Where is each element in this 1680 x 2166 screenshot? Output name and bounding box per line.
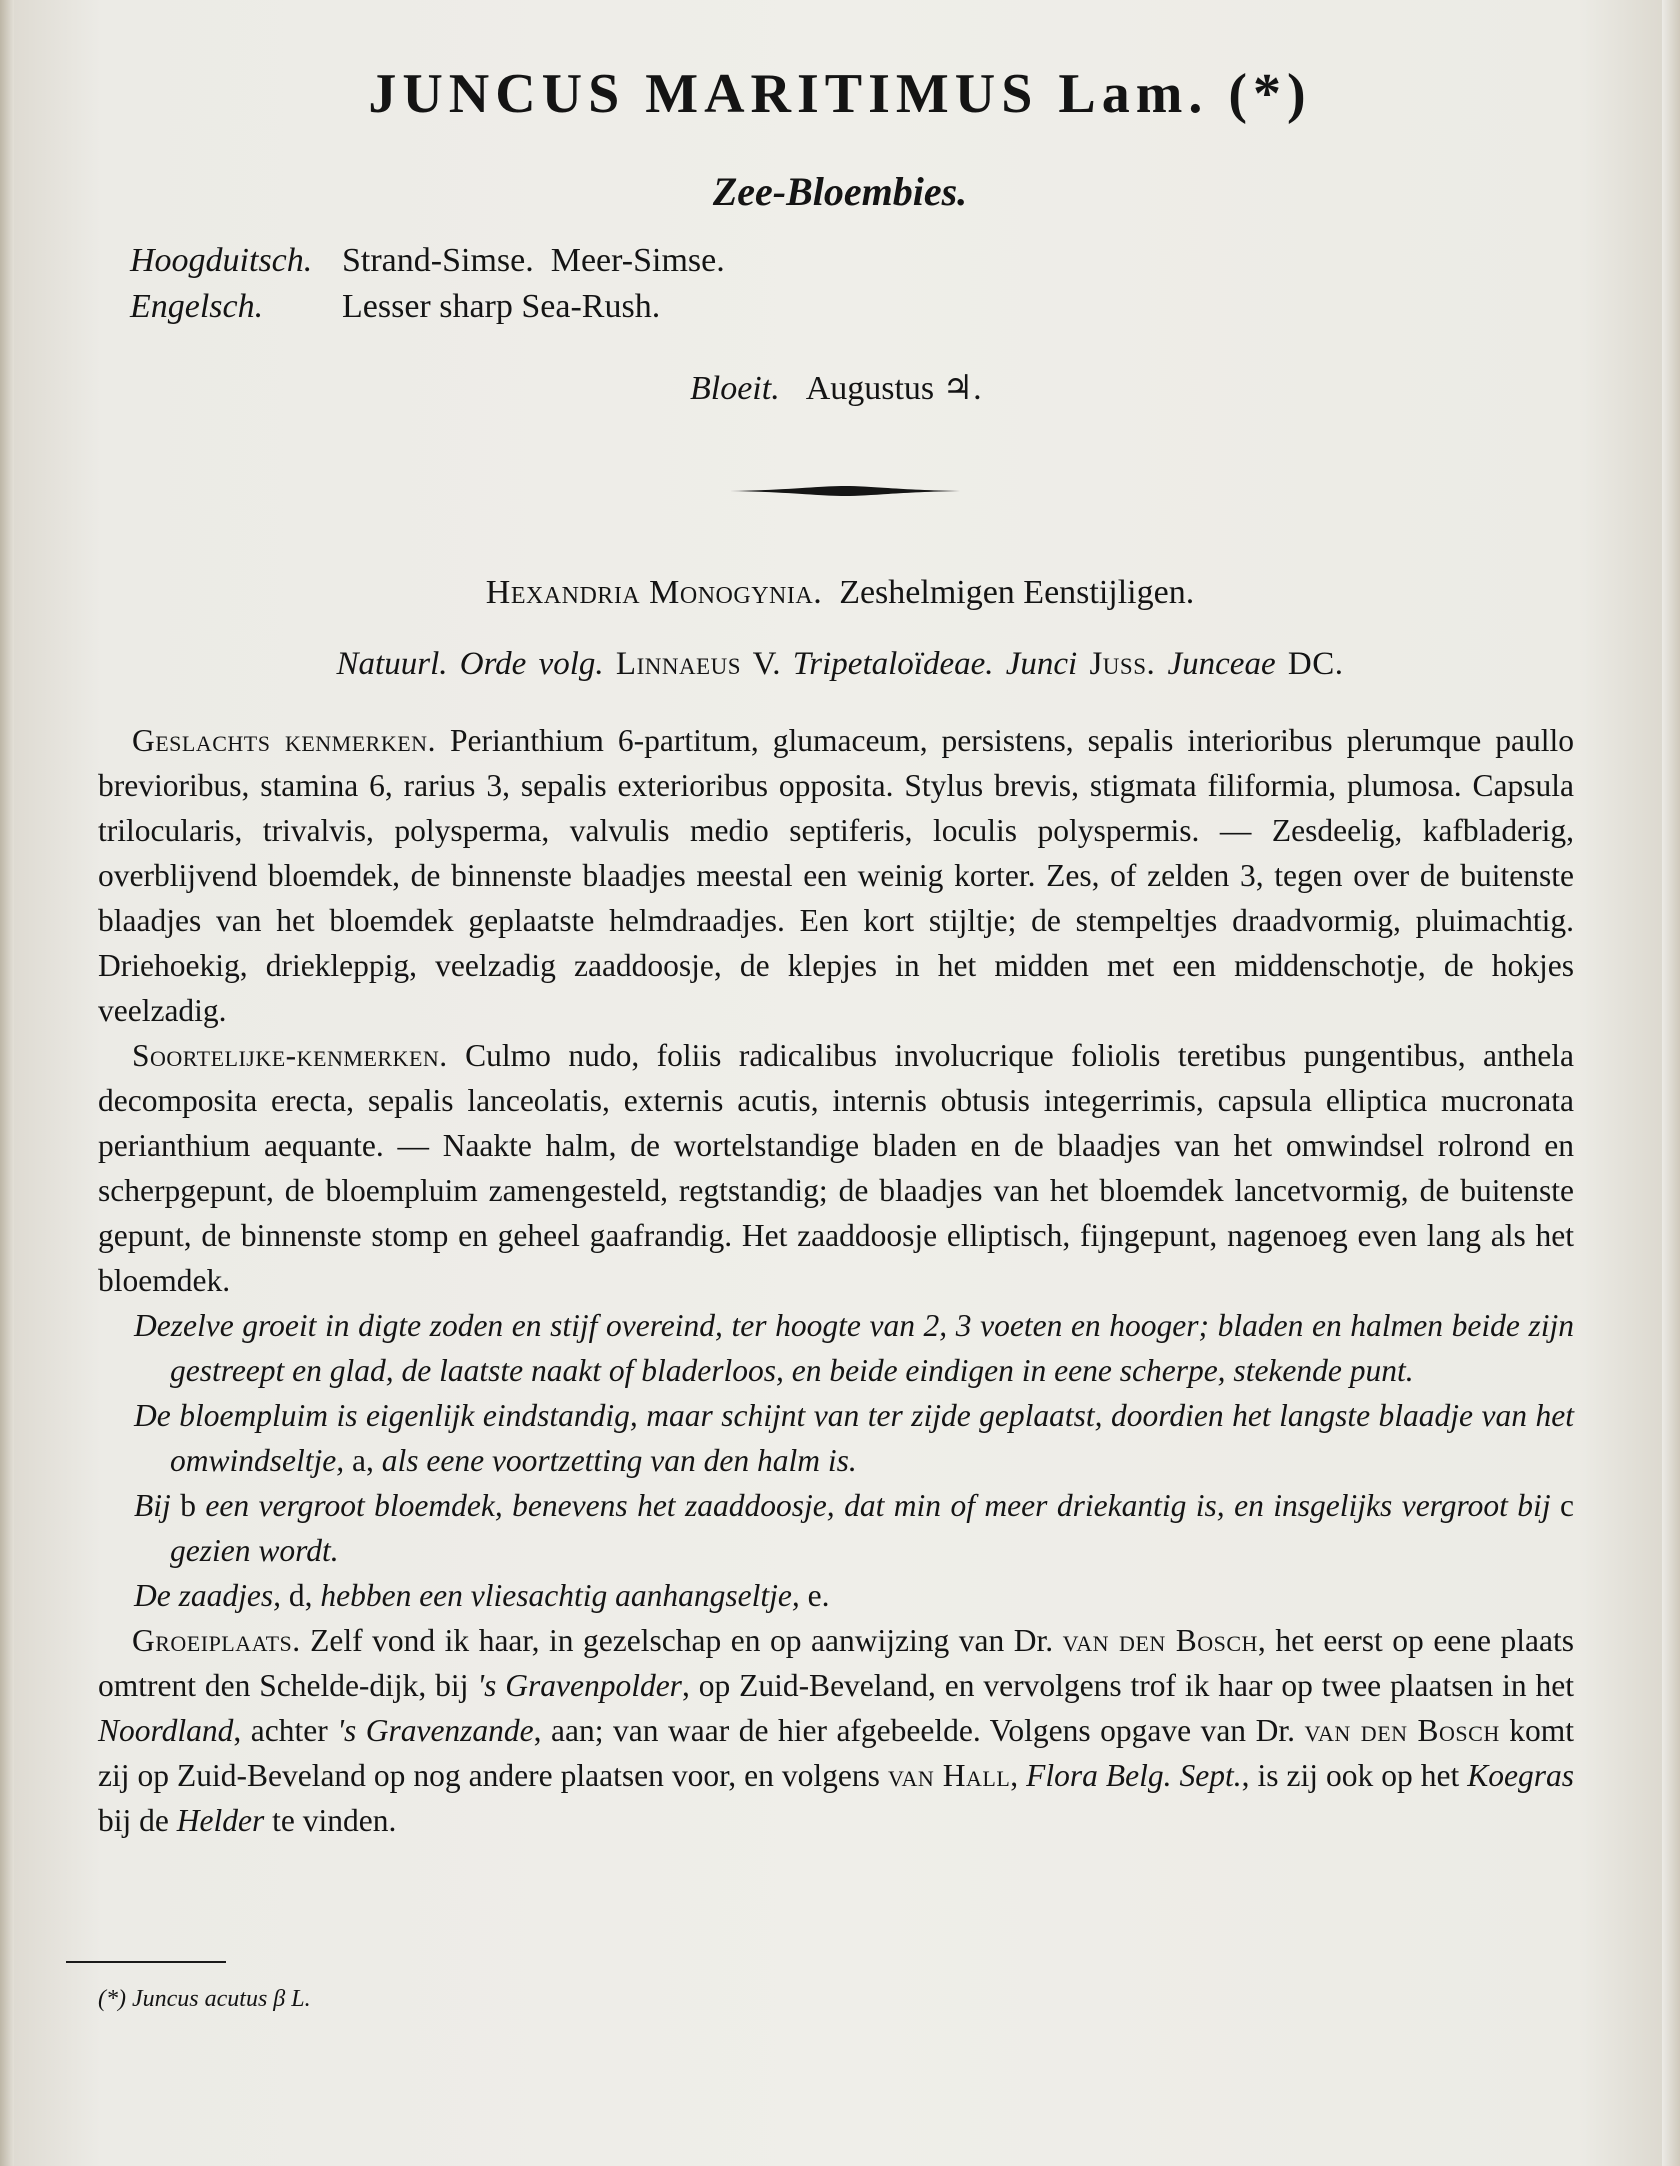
person-name: van Hall (887, 1758, 1011, 1793)
class-dutch: Zeshelmigen Eenstijligen. (839, 574, 1195, 611)
flowering-period (690, 368, 982, 408)
language-label: Engelsch. (130, 288, 264, 325)
note-text: gezien wordt. (170, 1533, 339, 1568)
habitat-text: , aan; van waar de hier afgebeelde. Volgens opgave van Dr. (533, 1713, 1295, 1748)
ornamental-rule (730, 484, 960, 498)
place-name: Noordland (98, 1713, 234, 1748)
place-name: Helder (176, 1803, 265, 1838)
habitat-text: , (1010, 1758, 1019, 1793)
place-name: Koegras (1467, 1758, 1575, 1793)
figure-note (134, 1483, 1574, 1573)
figure-letter: a, (352, 1443, 374, 1478)
habitat-text: , is zij ook op het (1241, 1758, 1460, 1793)
person-name: van den Bosch (1062, 1623, 1258, 1658)
place-name: 's Gravenzande (337, 1713, 534, 1748)
footnote-divider (66, 1961, 226, 1963)
author-dc: DC. (1287, 646, 1344, 682)
section-heading: Geslachts kenmerken. (132, 723, 436, 758)
habitat-text: te vinden. (272, 1803, 397, 1838)
order-junceae: Junceae (1167, 646, 1276, 682)
habit-note: Dezelve groeit in digte zoden en stijf overeind, ter hoogte van 2, 3 voeten en hooger; bladen en halmen beide zijn gestreept en glad, de laatste naakt of bladerloos, en beide eindigen in eene scherpe, stekende punt. (134, 1308, 1574, 1388)
order-junci: Junci (1005, 646, 1078, 682)
author-jussieu: Juss. (1089, 646, 1156, 682)
note-text: een vergroot bloemdek, benevens het zaaddoosje, dat min of meer driekantig is, en insgelijks vergroot bij (205, 1488, 1551, 1523)
page-subtitle: Zee-Bloembies. (712, 169, 968, 214)
vernacular-names (130, 238, 725, 330)
flowering-value: Augustus ♃. (805, 370, 982, 407)
flowering-label: Bloeit. (690, 370, 780, 407)
vernacular-name: Lesser sharp Sea-Rush. (342, 288, 661, 325)
name-row-german (130, 238, 725, 284)
page-edge-shadow (1662, 0, 1680, 2166)
habitat-text: bij de (98, 1803, 169, 1838)
description-body (98, 718, 1574, 1843)
language-label: Hoogduitsch. (130, 242, 313, 279)
section-text: Culmo nudo, foliis radicalibus involucrique foliolis teretibus pungentibus, anthela decomposita erecta, sepalis lanceolatis, externis acutis, internis obtusis integerrimis, capsula elliptica mucronata perianthium aequante. — Naakte halm, de wortelstandige bladen en de blaadjes van het omwindsel rolrond en scherpgepunt, de bloempluim zamengesteld, regtstandig; de blaadjes van het bloemdek lancetvormig, de buitenste gepunt, de binnenste stomp en geheel gaafrandig. Het zaaddoosje elliptisch, fijngepunt, nagenoeg even lang als het bloemdek. (98, 1038, 1574, 1298)
species-characters (98, 1033, 1574, 1303)
section-text: Perianthium 6-partitum, glumaceum, persistens, sepalis interioribus plerumque paullo brevioribus, stamina 6, rarius 3, sepalis exterioribus opposita. Stylus brevis, stigmata filiformia, plumosa. Capsula trilocularis, trivalvis, polysperma, valvulis medio septiferis, loculis polyspermis. — Zesdeelig, kafbladerig, overblijvend bloemdek, de binnenste blaadjes meestal een weinig korter. Zes, of zelden 3, tegen over de buitenste blaadjes van het bloemdek geplaatste helmdraadjes. Een kort stijltje; de stempeltjes draadvormig, pluimachtig. Driehoekig, driekleppig, veelzadig zaaddoosje, de klepjes in het midden met een middenschotje, de hokjes veelzadig. (98, 723, 1575, 1028)
name-row-english (130, 284, 725, 330)
panicle-note (134, 1393, 1574, 1483)
figure-letter: c (1560, 1488, 1575, 1523)
habitat-text: Zelf vond ik haar, in gezelschap en op aanwijzing van Dr. (310, 1623, 1054, 1658)
person-name: van den Bosch (1304, 1713, 1500, 1748)
figure-letter: b (180, 1488, 196, 1523)
order-tripetaloideae: Tripetaloïdeae. (792, 646, 994, 682)
seed-note (134, 1573, 1574, 1618)
note-text: De bloempluim is eigenlijk eindstandig, maar schijnt van ter zijde geplaatst, doordien het langste blaadje van het omwindseltje, (134, 1398, 1574, 1478)
page-spine-shadow (0, 0, 14, 2166)
place-name: 's Gravenpolder (477, 1668, 682, 1703)
work-title: Flora Belg. Sept. (1026, 1758, 1242, 1793)
habitat-text: , het eerst op eene plaats omtrent den Schelde-dijk, bij (98, 1623, 1575, 1703)
note-text: hebben een vliesachtig aanhangseltje, (320, 1578, 800, 1613)
habitat-text: , achter (233, 1713, 328, 1748)
linnaean-class (0, 574, 1680, 612)
figure-letter: d, (288, 1578, 313, 1613)
habitat-text: , op Zuid-Beveland, en vervolgens trof ik haar op twee plaatsen in het (681, 1668, 1574, 1703)
footnote: (*) Juncus acutus β L. (98, 1986, 311, 2012)
section-heading: Soortelijke-kenmerken. (132, 1038, 448, 1073)
habitat (98, 1618, 1574, 1843)
natural-order (0, 646, 1680, 683)
genus-characters (98, 718, 1574, 1033)
author-linnaeus: Linnaeus (615, 646, 742, 682)
note-text: als eene voortzetting van den halm is. (381, 1443, 857, 1478)
order-numeral: V. (752, 646, 781, 682)
vernacular-name: Strand-Simse. Meer-Simse. (342, 242, 725, 279)
order-label: Natuurl. Orde volg. (336, 646, 604, 682)
class-name: Hexandria Monogynia. (485, 574, 823, 611)
figure-letter: e. (807, 1578, 830, 1613)
section-heading: Groeiplaats. (132, 1623, 301, 1658)
page-title: JUNCUS MARITIMUS Lam. (*) (368, 63, 1312, 125)
habitat-text: komt zij op Zuid-Beveland op nog andere plaatsen voor, en volgens (98, 1713, 1575, 1793)
note-text: Bij (134, 1488, 171, 1523)
note-text: De zaadjes, (134, 1578, 281, 1613)
